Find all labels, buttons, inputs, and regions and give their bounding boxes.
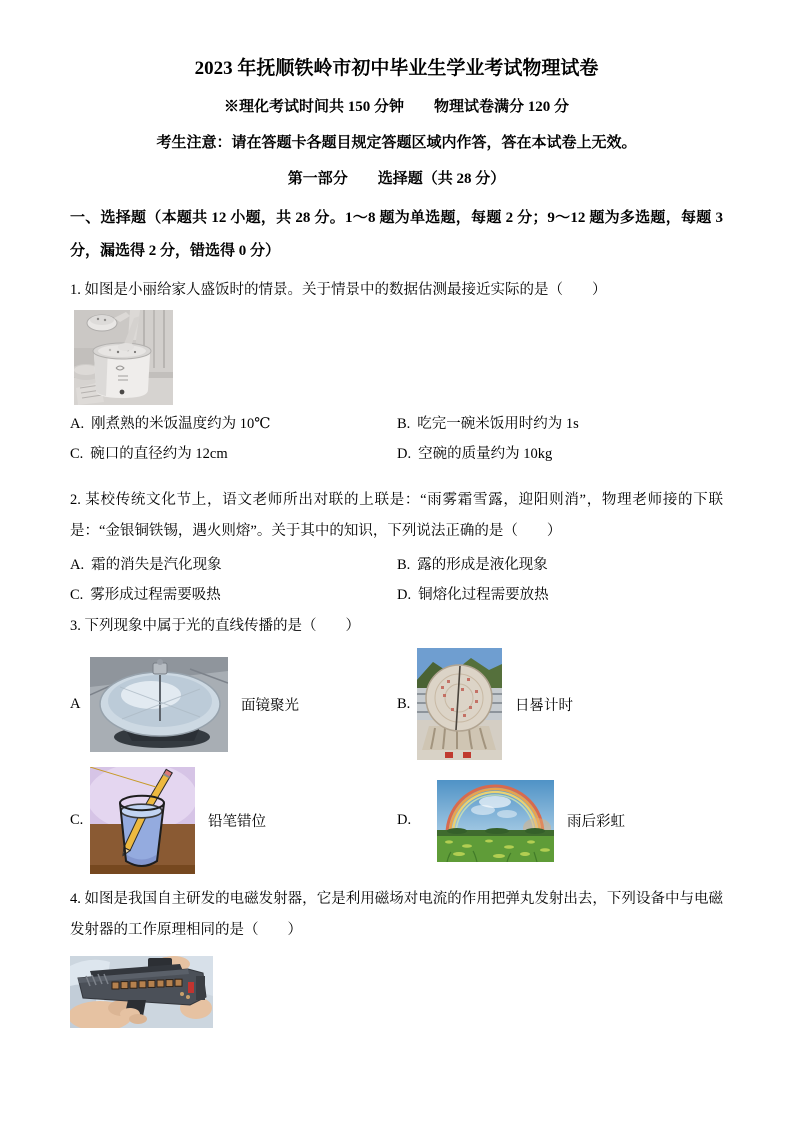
q3-option-c — [70, 767, 397, 874]
option-text: 铜熔化过程需要放热 — [418, 587, 549, 603]
option-label: C. — [70, 812, 84, 828]
option-label: B. — [397, 695, 411, 712]
option-label: A. — [70, 557, 85, 573]
q2-option-c — [70, 580, 397, 610]
option-label: B. — [397, 416, 411, 432]
q3-option-a — [70, 648, 397, 760]
q3-stem: 3. 下列现象中属于光的直线传播的是（ ） — [70, 618, 360, 634]
question-3 — [70, 612, 723, 874]
option-label: A. — [70, 416, 85, 432]
q3-option-b — [397, 648, 723, 760]
option-label: D. — [397, 587, 412, 603]
part1-header: 第一部分 选择题（共 28 分） — [287, 171, 506, 187]
q4-stem: 4. 如图是我国自主研发的电磁发射器，它是利用磁场对电流的作用把弹丸发射出去，下列设备中与电磁发射器的工作原理相同的是（ ） — [70, 891, 723, 938]
section1-intro: 一、选择题（本题共 12 小题，共 28 分。1～8 题为单选题，每题 2 分；9～12 题为多选题，每题 3 分，漏选得 2 分，错选得 0 分） — [70, 210, 723, 259]
candidate-notice: 考生注意：请在答题卡各题目规定答题区域内作答，答在本试卷上无效。 — [156, 135, 637, 151]
q1-option-a — [70, 409, 397, 439]
q2-option-d — [397, 580, 723, 610]
option-label: C. — [70, 587, 84, 603]
parabolic-mirror-photo — [90, 657, 228, 752]
option-text: 露的形成是液化现象 — [417, 557, 548, 573]
q1-option-d — [397, 439, 723, 469]
question-1 — [70, 276, 723, 469]
q1-option-b — [397, 409, 723, 439]
option-text: 空碗的质量约为 10kg — [418, 446, 553, 462]
q1-option-c — [70, 439, 397, 469]
rainbow-field-photo — [437, 780, 554, 862]
q2-option-b — [397, 550, 723, 580]
exam-info-line: ※理化考试时间共 150 分钟 物理试卷满分 120 分 — [223, 99, 569, 115]
question-4 — [70, 884, 723, 1028]
option-text: 雾形成过程需要吸热 — [90, 587, 221, 603]
q1-options — [70, 409, 723, 469]
option-label: D. — [397, 812, 412, 828]
option-label: A — [70, 695, 81, 712]
q3-figure-caption: 铅笔错位 — [208, 814, 266, 830]
option-label: B. — [397, 557, 411, 573]
sundial-photo — [417, 648, 502, 760]
option-label: C. — [70, 446, 84, 462]
q1-stem: 1. 如图是小丽给家人盛饭时的情景。关于情景中的数据估测最接近实际的是（ ） — [70, 282, 607, 298]
q2-stem: 2. 某校传统文化节上，语文老师所出对联的上联是：“雨雾霜雪露，迎阳则消”，物理老师接的下联是：“金银铜铁锡，遇火则熔”。关于其中的知识，下列说法正确的是（ ） — [70, 492, 723, 539]
q2-options — [70, 550, 723, 610]
q3-figure-caption: 面镜聚光 — [241, 697, 299, 714]
pencil-in-water-illustration — [90, 767, 195, 874]
q3-figure-caption: 日晷计时 — [515, 697, 573, 714]
rice-serving-photo — [74, 310, 173, 405]
q3-option-d — [397, 767, 723, 874]
option-text: 霜的消失是汽化现象 — [91, 557, 222, 573]
q3-figure-row-1 — [70, 648, 723, 760]
electromagnetic-launcher-photo — [70, 956, 213, 1028]
q3-figure-caption: 雨后彩虹 — [567, 814, 625, 830]
option-text: 刚煮熟的米饭温度约为 10℃ — [91, 416, 271, 432]
option-text: 吃完一碗米饭用时约为 1s — [417, 416, 579, 432]
question-2 — [70, 485, 723, 610]
q2-option-a — [70, 550, 397, 580]
option-text: 碗口的直径约为 12cm — [90, 446, 228, 462]
exam-title: 2023 年抚顺铁岭市初中毕业生学业考试物理试卷 — [194, 58, 599, 79]
q3-figure-row-2 — [70, 767, 723, 874]
option-label: D. — [397, 446, 412, 462]
